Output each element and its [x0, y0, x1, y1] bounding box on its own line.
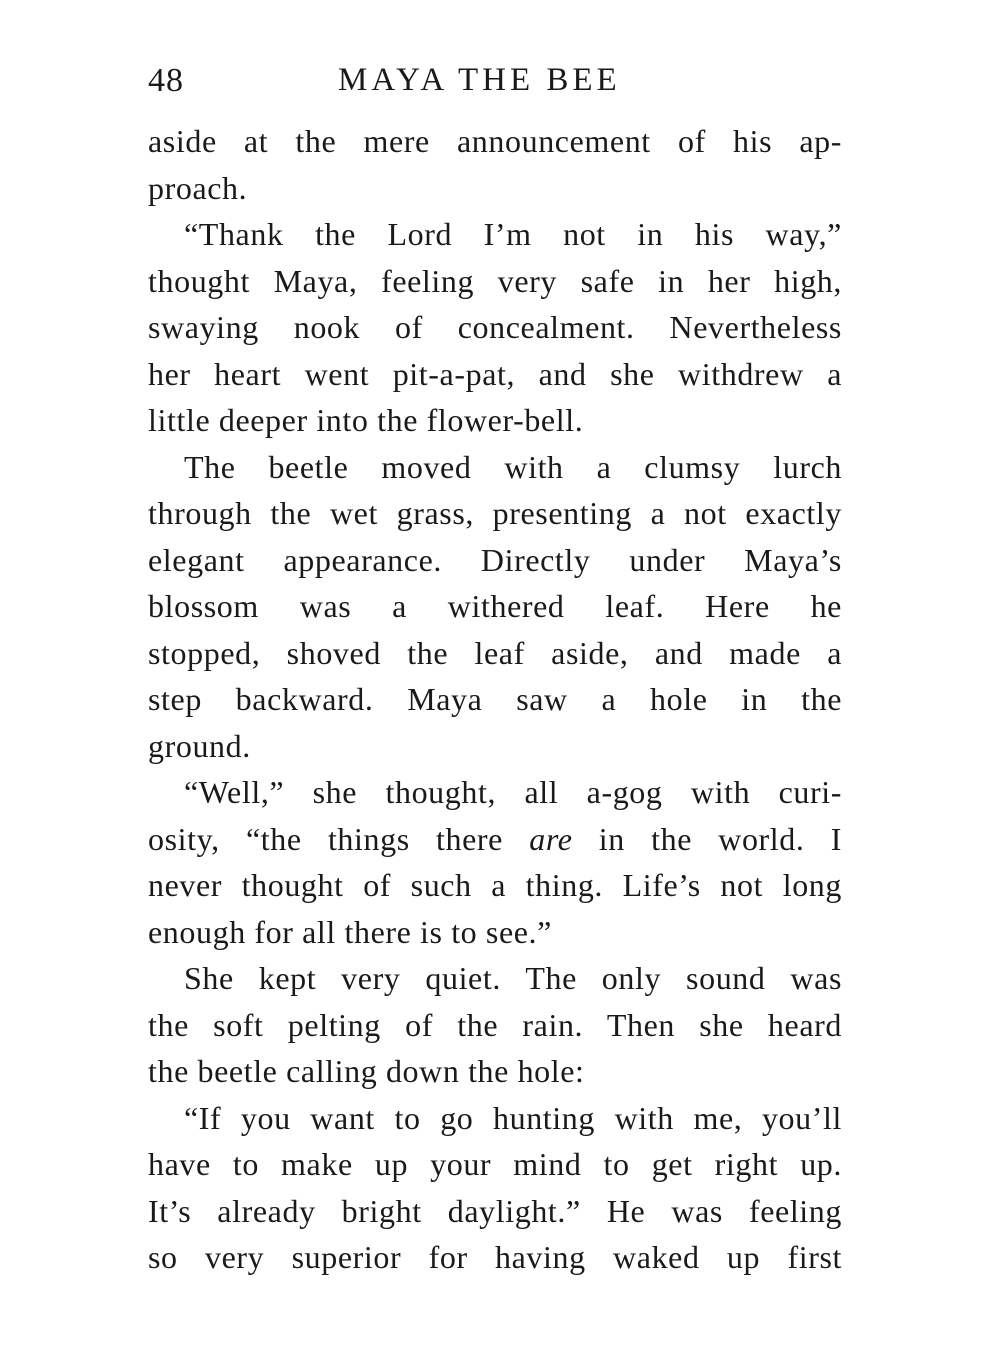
text-line: “Well,” she thought, all a-gog with curi- — [184, 774, 842, 810]
text-line: blossom was a withered leaf. Here he — [148, 588, 842, 624]
text-line: the beetle calling down the hole: — [148, 1053, 585, 1089]
text-line: enough for all there is to see.” — [148, 913, 552, 950]
running-title: MAYA THE BEE — [338, 62, 621, 98]
text-line: thought Maya, feeling very safe in her high, — [148, 262, 842, 299]
text-line: step backward. Maya saw a hole in the — [148, 681, 842, 717]
text-line: the soft pelting of the rain. Then she heard — [148, 1006, 842, 1043]
italic-text: are — [529, 820, 573, 857]
text-line: It’s already bright daylight.” He was feeling — [148, 1192, 842, 1229]
text-line: have to make up your mind to get right up. — [148, 1146, 842, 1182]
text-line: her heart went pit-a-pat, and she withdrew a — [148, 355, 842, 392]
text-line: “Thank the Lord I’m not in his way,” — [184, 216, 842, 252]
page-header — [148, 62, 842, 112]
text-line — [148, 816, 842, 863]
text-line: elegant appearance. Directly under Maya’s — [148, 541, 842, 578]
text-line: She kept very quiet. The only sound was — [184, 960, 842, 996]
text-line: ground. — [148, 727, 251, 764]
text-line: stopped, shoved the leaf aside, and made a — [148, 634, 842, 671]
text-line: aside at the mere announcement of his ap- — [148, 123, 842, 159]
text-line: The beetle moved with a clumsy lurch — [184, 448, 842, 485]
text-line: never thought of such a thing. Life’s not long — [148, 867, 842, 903]
text-line: so very superior for having waked up first — [148, 1239, 842, 1275]
text-line: little deeper into the flower-bell. — [148, 402, 584, 438]
body-text — [148, 118, 842, 1281]
text-line: proach. — [148, 169, 248, 206]
text-run: osity, “the things there — [148, 820, 530, 857]
text-line: through the wet grass, presenting a not exactly — [148, 495, 842, 531]
text-line: “If you want to go hunting with me, you’ll — [184, 1099, 842, 1136]
text-line: swaying nook of concealment. Nevertheless — [148, 309, 842, 345]
page-number: 48 — [148, 62, 184, 99]
text-run: in the world. I — [572, 820, 842, 857]
